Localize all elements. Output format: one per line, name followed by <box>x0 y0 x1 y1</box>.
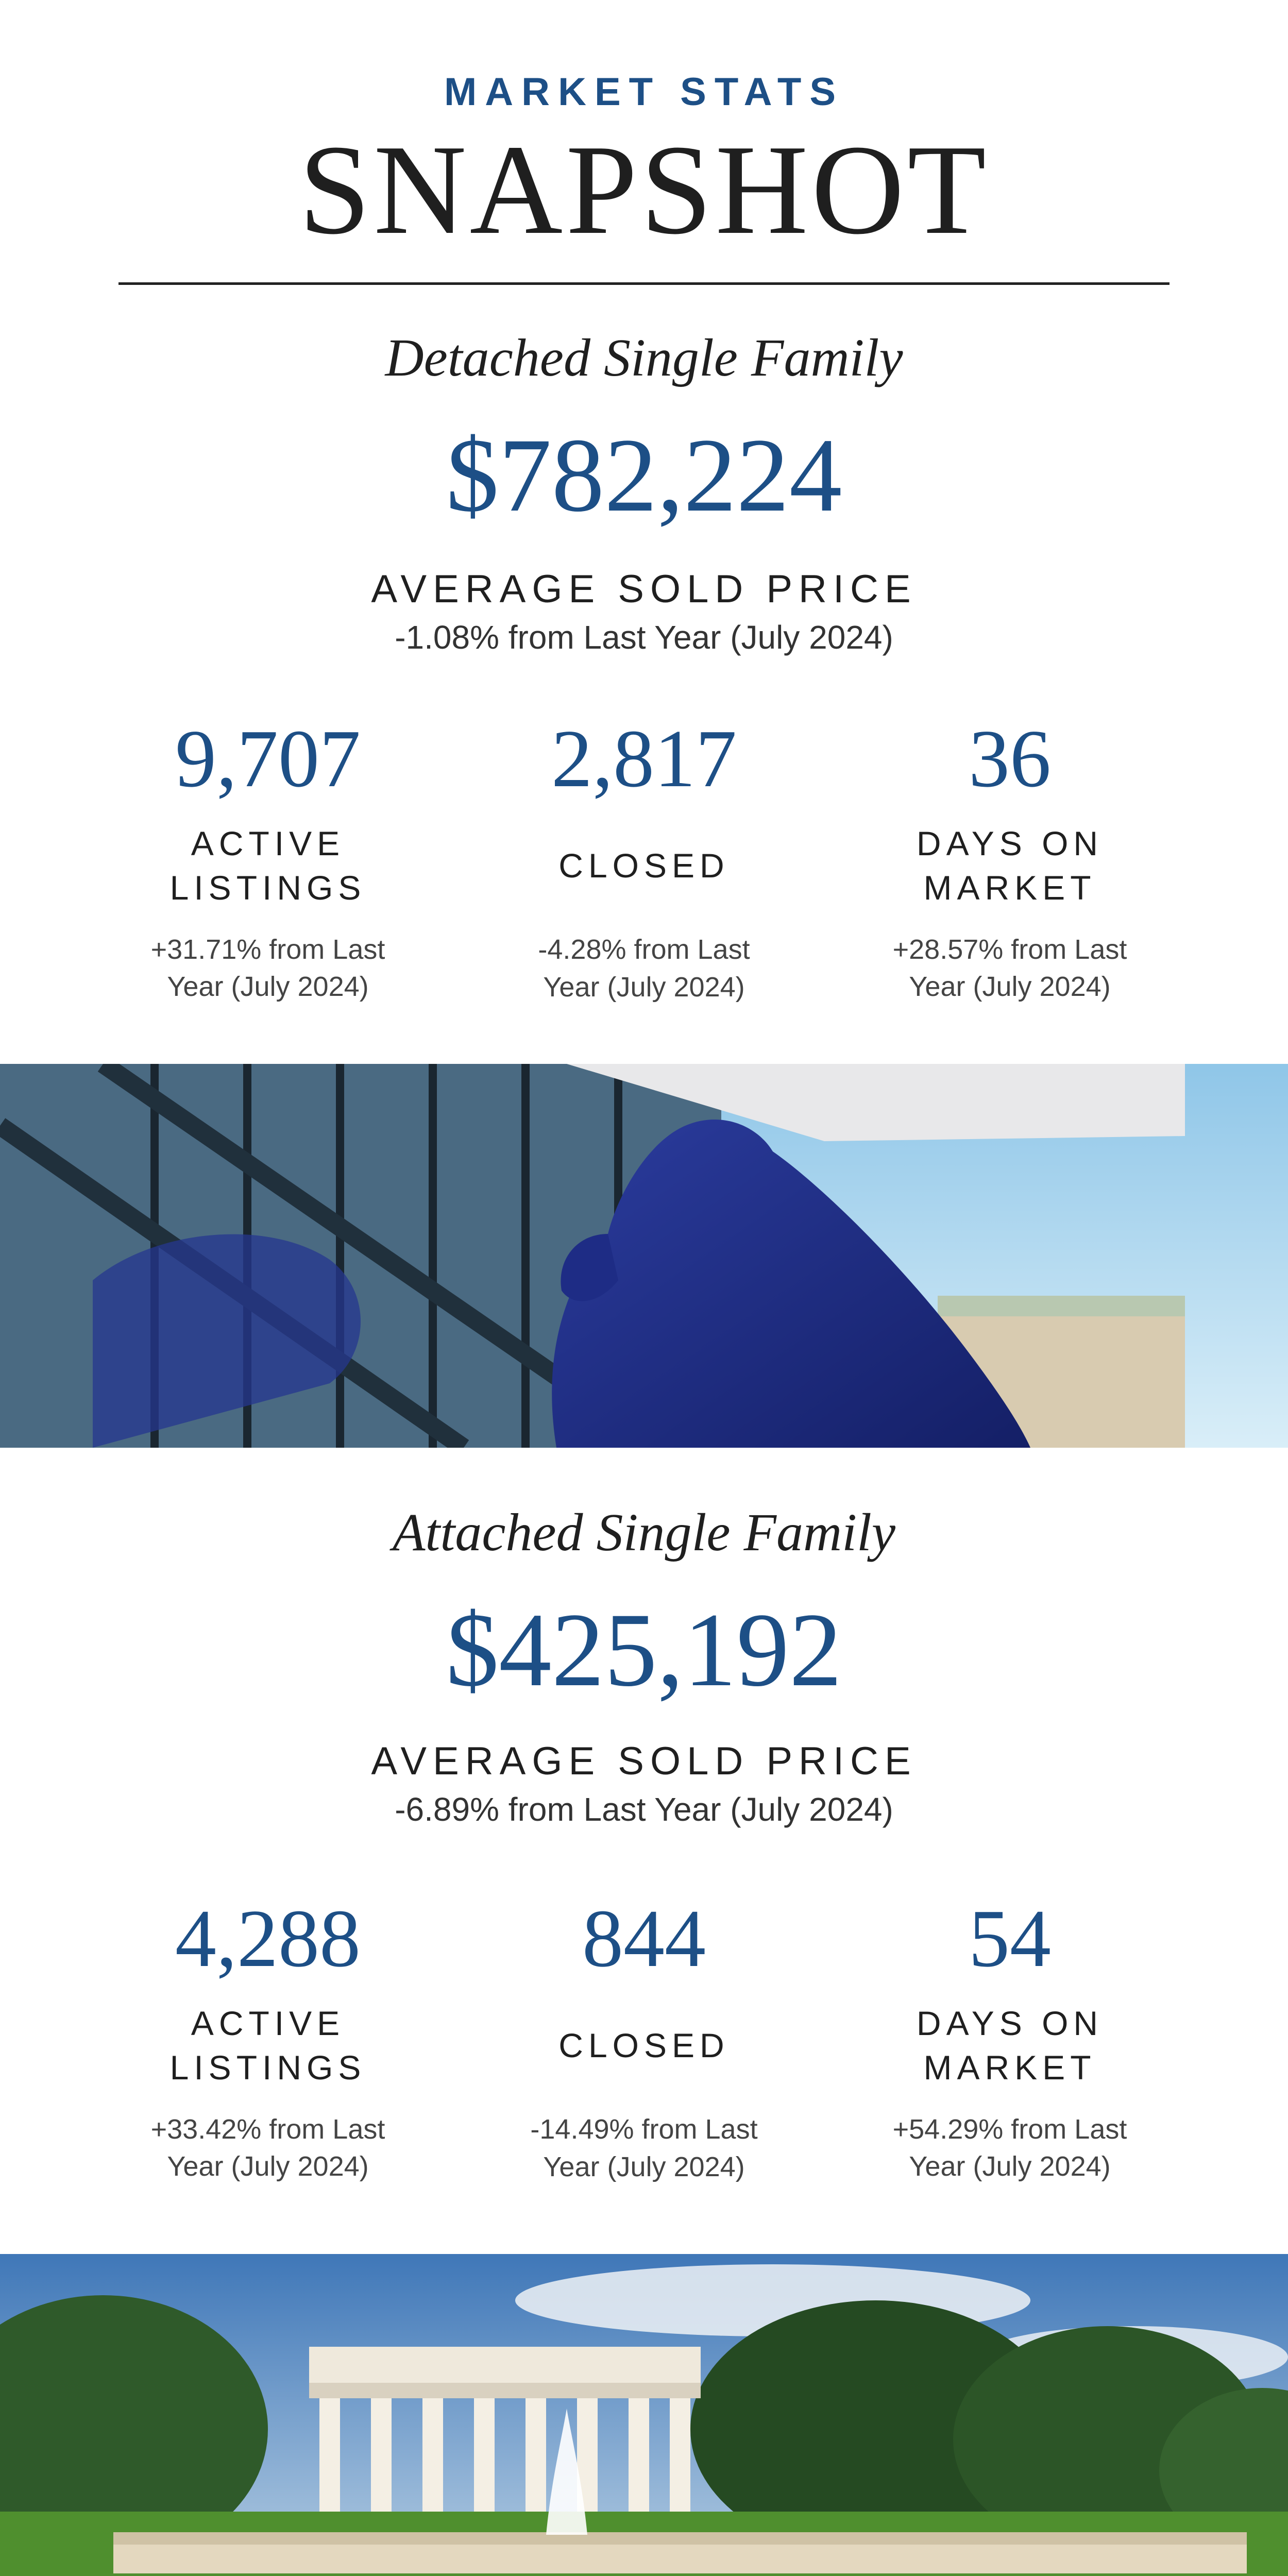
detached-change: -1.08% from Last Year (July 2024) <box>395 619 893 656</box>
stat-value: 4,288 <box>175 1892 361 1984</box>
attached-stat-days <box>845 1891 1175 2185</box>
stat-value: 2,817 <box>551 713 737 804</box>
detached-price: $782,224 <box>446 417 842 534</box>
attached-price: $425,192 <box>446 1591 842 1708</box>
blue-bear-photo <box>0 1064 1288 1448</box>
header-kicker: MARKET STATS <box>444 70 844 114</box>
stat-change: -4.28% from Last Year (July 2024) <box>538 934 750 1003</box>
stat-label: CLOSED <box>558 846 730 885</box>
stat-label: DAYS ON MARKET <box>916 2004 1104 2087</box>
detached-heading: Detached Single Family <box>385 328 903 387</box>
detached-stat-active <box>103 711 433 1006</box>
stat-label: DAYS ON MARKET <box>916 824 1104 907</box>
stat-value: 9,707 <box>175 713 361 804</box>
attached-avg-label: AVERAGE SOLD PRICE <box>371 1739 917 1783</box>
attached-stat-active <box>103 1891 433 2185</box>
stat-label: ACTIVE LISTINGS <box>170 824 366 907</box>
header-divider <box>118 282 1170 285</box>
attached-stat-closed <box>479 1891 809 2186</box>
detached-stat-days <box>845 711 1175 1006</box>
stat-change: +33.42% from Last Year (July 2024) <box>150 2113 385 2182</box>
stat-value: 844 <box>582 1892 706 1984</box>
stat-label: ACTIVE LISTINGS <box>170 2004 366 2087</box>
stat-value: 54 <box>969 1892 1051 1984</box>
detached-stat-closed <box>479 711 809 1006</box>
stat-value: 36 <box>969 713 1051 804</box>
attached-change: -6.89% from Last Year (July 2024) <box>395 1791 893 1828</box>
attached-heading: Attached Single Family <box>392 1503 896 1562</box>
stat-change: -14.49% from Last Year (July 2024) <box>530 2113 758 2182</box>
detached-avg-label: AVERAGE SOLD PRICE <box>371 567 917 611</box>
park-pavilion-photo <box>0 2254 1288 2576</box>
stat-label: CLOSED <box>558 2026 730 2064</box>
stat-change: +28.57% from Last Year (July 2024) <box>892 934 1127 1003</box>
stat-change: +54.29% from Last Year (July 2024) <box>892 2113 1127 2182</box>
stat-change: +31.71% from Last Year (July 2024) <box>150 934 385 1003</box>
header-title: SNAPSHOT <box>299 118 989 261</box>
